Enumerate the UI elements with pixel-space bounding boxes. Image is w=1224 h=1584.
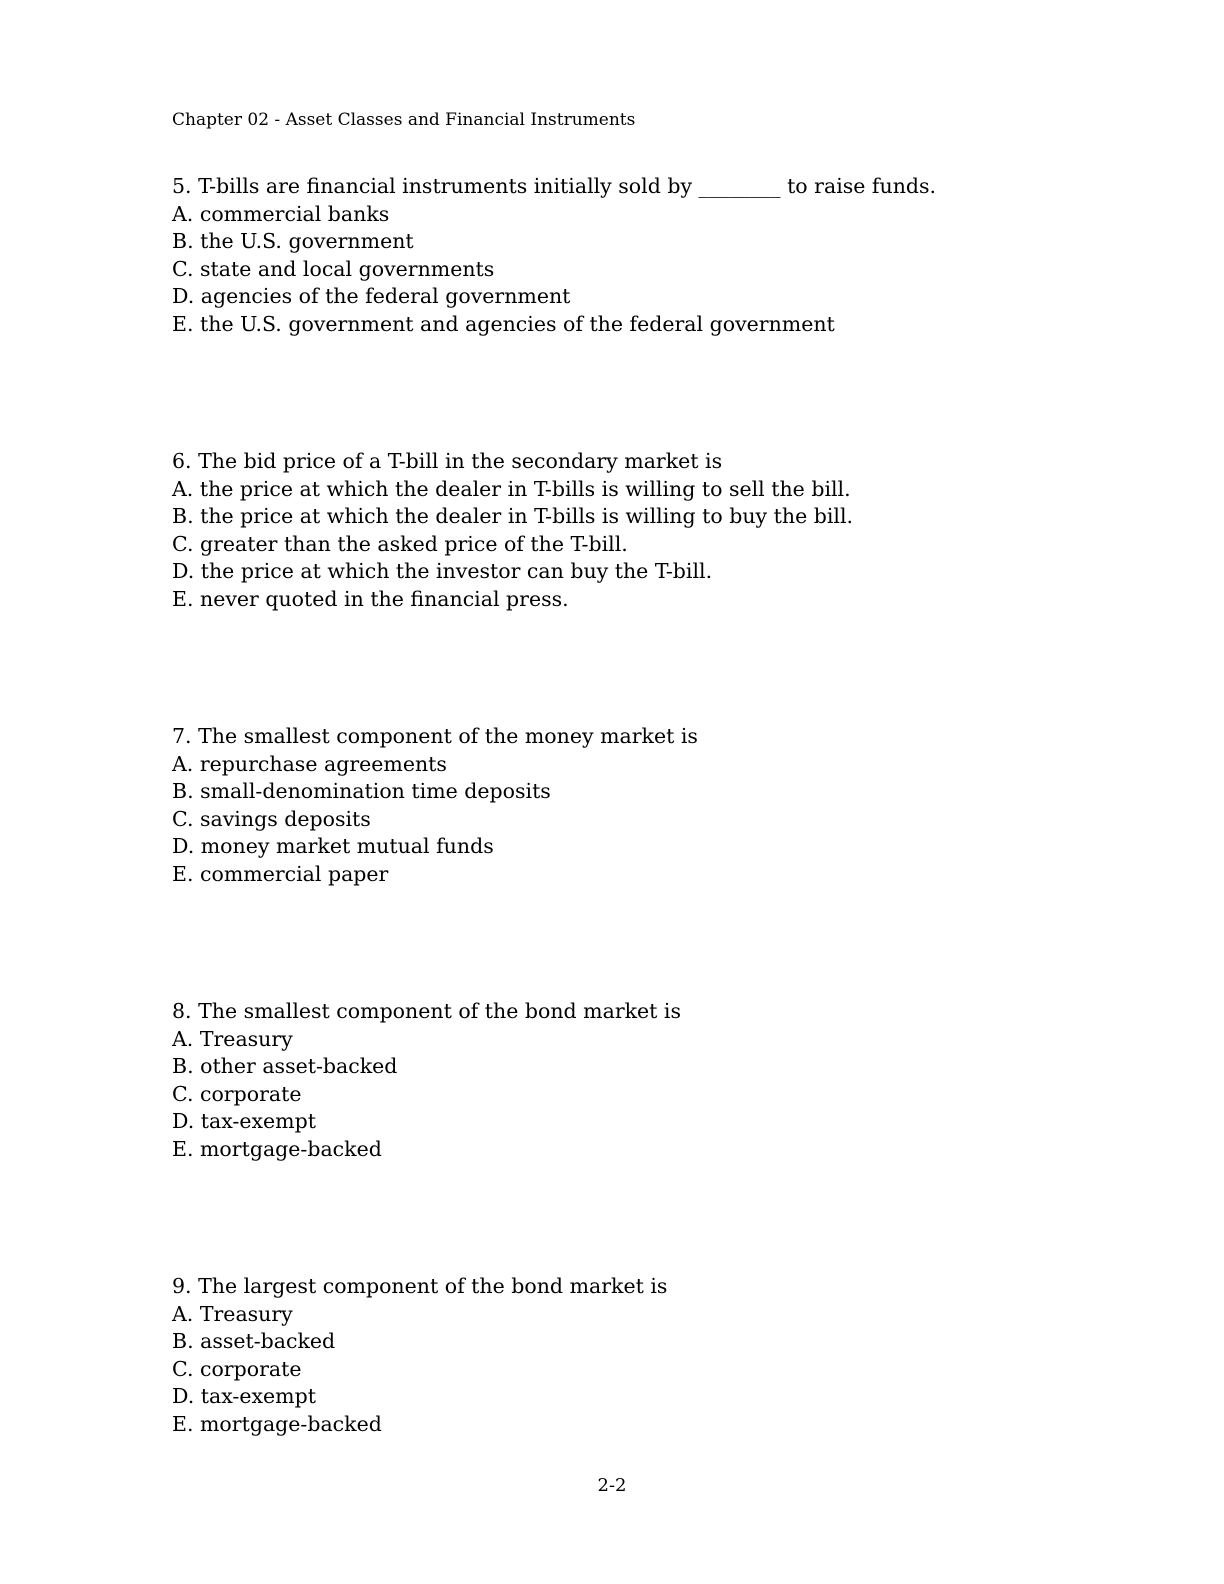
answer-option: E. the U.S. government and agencies of the federal government (172, 311, 835, 336)
question-7 (172, 723, 1072, 888)
answer-option: A. repurchase agreements (172, 751, 447, 776)
answer-option: A. commercial banks (172, 201, 390, 226)
answer-option: B. the price at which the dealer in T-bills is willing to buy the bill. (172, 504, 854, 528)
question-list (172, 173, 1072, 1548)
answer-option: D. tax-exempt (172, 1384, 316, 1408)
answer-option: D. money market mutual funds (172, 834, 494, 858)
answer-option: C. greater than the asked price of the T-bill. (172, 531, 628, 556)
answer-option: A. the price at which the dealer in T-bills is willing to sell the bill. (172, 476, 851, 501)
question-stem: 6. The bid price of a T-bill in the secondary market is (172, 449, 723, 473)
question-stem: 8. The smallest component of the bond market is (172, 999, 682, 1023)
answer-option: B. asset-backed (172, 1329, 336, 1353)
answer-option: C. corporate (172, 1081, 302, 1106)
answer-option: D. tax-exempt (172, 1109, 316, 1133)
answer-option: D. agencies of the federal government (172, 284, 571, 308)
question-9 (172, 1273, 1072, 1438)
page-number: 2-2 (597, 1475, 627, 1496)
answer-option: C. savings deposits (172, 806, 371, 831)
page-header: Chapter 02 - Asset Classes and Financial Instruments (172, 110, 636, 130)
question-stem: 7. The smallest component of the money market is (172, 724, 698, 748)
question-5 (172, 173, 1072, 338)
answer-option: E. mortgage-backed (172, 1136, 382, 1161)
question-8 (172, 998, 1072, 1163)
answer-option: E. never quoted in the financial press. (172, 586, 569, 611)
answer-option: E. commercial paper (172, 861, 389, 886)
answer-option: B. the U.S. government (172, 229, 414, 253)
answer-option: E. mortgage-backed (172, 1411, 382, 1436)
answer-option: B. other asset-backed (172, 1054, 398, 1078)
answer-option: A. Treasury (172, 1026, 293, 1051)
answer-option: B. small-denomination time deposits (172, 779, 551, 803)
question-stem: 5. T-bills are financial instruments initially sold by ________ to raise funds. (172, 174, 937, 198)
question-stem: 9. The largest component of the bond market is (172, 1274, 668, 1298)
answer-option: C. state and local governments (172, 256, 495, 281)
question-6 (172, 448, 1072, 613)
answer-option: D. the price at which the investor can buy the T-bill. (172, 559, 713, 583)
answer-option: C. corporate (172, 1356, 302, 1381)
answer-option: A. Treasury (172, 1301, 293, 1326)
